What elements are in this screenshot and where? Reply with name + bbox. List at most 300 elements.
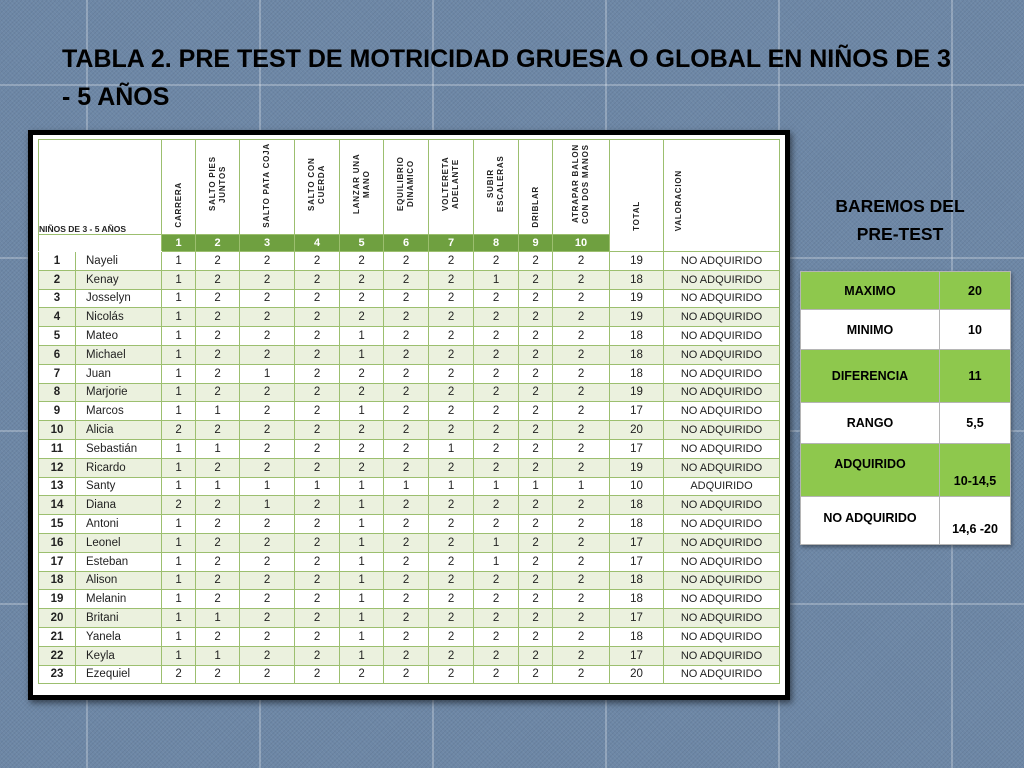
header-total bbox=[610, 140, 664, 252]
total-cell: 18 bbox=[610, 345, 664, 364]
total-cell: 19 bbox=[610, 252, 664, 271]
score-cell: 2 bbox=[384, 383, 429, 402]
score-cell: 2 bbox=[519, 421, 553, 440]
header-equilibrio-dinamico bbox=[384, 140, 429, 235]
score-cell: 2 bbox=[553, 627, 610, 646]
score-cell: 2 bbox=[429, 364, 474, 383]
total-cell: 18 bbox=[610, 364, 664, 383]
score-cell: 2 bbox=[384, 590, 429, 609]
baremos-value: 14,6 -20 bbox=[940, 497, 1011, 545]
child-name: Marjorie bbox=[76, 383, 162, 402]
score-cell: 1 bbox=[162, 270, 196, 289]
valoracion-cell: ADQUIRIDO bbox=[664, 477, 780, 496]
score-cell: 2 bbox=[295, 571, 340, 590]
child-name: Ricardo bbox=[76, 458, 162, 477]
score-cell: 2 bbox=[240, 345, 295, 364]
total-cell: 19 bbox=[610, 308, 664, 327]
score-cell: 2 bbox=[553, 364, 610, 383]
header-label: SALTO PATA COJA bbox=[262, 143, 272, 228]
score-cell: 2 bbox=[240, 609, 295, 628]
score-cell: 2 bbox=[474, 439, 519, 458]
score-cell: 2 bbox=[384, 552, 429, 571]
score-cell: 1 bbox=[162, 477, 196, 496]
header-label: VOLTERETA ADELANTE bbox=[441, 156, 461, 212]
score-cell: 1 bbox=[474, 477, 519, 496]
table-row bbox=[39, 571, 780, 590]
score-cell: 2 bbox=[474, 308, 519, 327]
score-cell: 2 bbox=[519, 609, 553, 628]
score-cell: 2 bbox=[240, 402, 295, 421]
header-voltereta-adelante bbox=[429, 140, 474, 235]
score-cell: 1 bbox=[162, 439, 196, 458]
score-cell: 2 bbox=[240, 590, 295, 609]
score-cell: 2 bbox=[474, 383, 519, 402]
score-cell: 2 bbox=[240, 515, 295, 534]
baremos-row bbox=[801, 350, 1011, 403]
valoracion-cell: NO ADQUIRIDO bbox=[664, 345, 780, 364]
baremos-row bbox=[801, 403, 1011, 444]
score-cell: 1 bbox=[196, 477, 240, 496]
score-cell: 1 bbox=[553, 477, 610, 496]
header-label: VALORACION bbox=[674, 169, 684, 231]
row-number: 23 bbox=[39, 665, 76, 684]
score-cell: 2 bbox=[519, 665, 553, 684]
child-name: Diana bbox=[76, 496, 162, 515]
row-number: 3 bbox=[39, 289, 76, 308]
table-row bbox=[39, 327, 780, 346]
score-cell: 2 bbox=[553, 552, 610, 571]
score-cell: 2 bbox=[196, 364, 240, 383]
score-cell: 1 bbox=[162, 609, 196, 628]
score-cell: 2 bbox=[429, 458, 474, 477]
score-cell: 2 bbox=[295, 590, 340, 609]
score-cell: 2 bbox=[429, 627, 474, 646]
row-number: 11 bbox=[39, 439, 76, 458]
row-number: 19 bbox=[39, 590, 76, 609]
header-label: SUBIR ESCALERAS bbox=[486, 155, 506, 213]
score-cell: 1 bbox=[162, 345, 196, 364]
score-cell: 2 bbox=[553, 496, 610, 515]
score-cell: 2 bbox=[384, 533, 429, 552]
header-valoracion bbox=[664, 140, 780, 252]
score-cell: 2 bbox=[295, 270, 340, 289]
score-cell: 2 bbox=[340, 289, 384, 308]
score-cell: 1 bbox=[162, 552, 196, 571]
score-cell: 2 bbox=[384, 515, 429, 534]
row-number: 10 bbox=[39, 421, 76, 440]
score-cell: 2 bbox=[384, 439, 429, 458]
valoracion-cell: NO ADQUIRIDO bbox=[664, 439, 780, 458]
valoracion-cell: NO ADQUIRIDO bbox=[664, 609, 780, 628]
score-cell: 2 bbox=[384, 402, 429, 421]
score-cell: 2 bbox=[196, 665, 240, 684]
score-cell: 1 bbox=[429, 439, 474, 458]
score-cell: 1 bbox=[196, 402, 240, 421]
total-cell: 18 bbox=[610, 590, 664, 609]
score-cell: 2 bbox=[295, 533, 340, 552]
child-name: Juan bbox=[76, 364, 162, 383]
score-cell: 2 bbox=[519, 383, 553, 402]
score-cell: 2 bbox=[553, 383, 610, 402]
score-cell: 2 bbox=[340, 270, 384, 289]
score-cell: 1 bbox=[162, 515, 196, 534]
score-cell: 2 bbox=[553, 289, 610, 308]
score-cell: 2 bbox=[162, 496, 196, 515]
score-cell: 2 bbox=[519, 439, 553, 458]
valoracion-cell: NO ADQUIRIDO bbox=[664, 590, 780, 609]
score-cell: 2 bbox=[429, 496, 474, 515]
score-cell: 2 bbox=[474, 646, 519, 665]
score-cell: 2 bbox=[196, 496, 240, 515]
valoracion-cell: NO ADQUIRIDO bbox=[664, 533, 780, 552]
score-cell: 2 bbox=[429, 571, 474, 590]
row-number: 7 bbox=[39, 364, 76, 383]
header-label: CARRERA bbox=[173, 182, 183, 228]
score-cell: 1 bbox=[162, 533, 196, 552]
score-cell: 2 bbox=[295, 308, 340, 327]
total-cell: 17 bbox=[610, 646, 664, 665]
score-cell: 2 bbox=[340, 665, 384, 684]
score-cell: 2 bbox=[295, 646, 340, 665]
item-number: 5 bbox=[340, 235, 384, 252]
row-number: 14 bbox=[39, 496, 76, 515]
valoracion-cell: NO ADQUIRIDO bbox=[664, 421, 780, 440]
score-cell: 2 bbox=[295, 383, 340, 402]
score-cell: 2 bbox=[295, 289, 340, 308]
score-cell: 2 bbox=[162, 421, 196, 440]
score-cell: 2 bbox=[295, 364, 340, 383]
score-cell: 2 bbox=[429, 402, 474, 421]
score-cell: 2 bbox=[295, 402, 340, 421]
score-cell: 2 bbox=[519, 571, 553, 590]
child-name: Mateo bbox=[76, 327, 162, 346]
score-cell: 2 bbox=[240, 252, 295, 271]
score-cell: 1 bbox=[340, 345, 384, 364]
score-cell: 2 bbox=[240, 627, 295, 646]
baremos-label: DIFERENCIA bbox=[801, 350, 940, 403]
table-row bbox=[39, 627, 780, 646]
item-number: 9 bbox=[519, 235, 553, 252]
score-cell: 2 bbox=[553, 590, 610, 609]
total-cell: 19 bbox=[610, 383, 664, 402]
baremos-value: 10-14,5 bbox=[940, 444, 1011, 497]
score-cell: 1 bbox=[240, 477, 295, 496]
score-cell: 2 bbox=[384, 421, 429, 440]
child-name: Nayeli bbox=[76, 252, 162, 271]
score-cell: 2 bbox=[295, 421, 340, 440]
score-cell: 2 bbox=[340, 458, 384, 477]
score-cell: 1 bbox=[162, 458, 196, 477]
score-cell: 2 bbox=[553, 402, 610, 421]
total-cell: 17 bbox=[610, 533, 664, 552]
score-cell: 2 bbox=[240, 289, 295, 308]
score-cell: 2 bbox=[429, 252, 474, 271]
table-row bbox=[39, 289, 780, 308]
table-row bbox=[39, 458, 780, 477]
score-cell: 2 bbox=[553, 515, 610, 534]
score-cell: 2 bbox=[429, 646, 474, 665]
header-label: SALTO CON CUERDA bbox=[307, 157, 327, 211]
score-cell: 2 bbox=[196, 458, 240, 477]
score-cell: 2 bbox=[295, 515, 340, 534]
score-cell: 1 bbox=[162, 627, 196, 646]
score-cell: 2 bbox=[196, 327, 240, 346]
table-row bbox=[39, 345, 780, 364]
score-cell: 1 bbox=[340, 609, 384, 628]
score-cell: 2 bbox=[519, 458, 553, 477]
score-cell: 2 bbox=[384, 364, 429, 383]
score-cell: 2 bbox=[240, 458, 295, 477]
row-number: 22 bbox=[39, 646, 76, 665]
score-cell: 1 bbox=[340, 552, 384, 571]
score-cell: 1 bbox=[162, 571, 196, 590]
header-atrapar-balon bbox=[553, 140, 610, 235]
baremos-row bbox=[801, 497, 1011, 545]
child-name: Sebastián bbox=[76, 439, 162, 458]
score-cell: 1 bbox=[340, 402, 384, 421]
score-cell: 1 bbox=[162, 289, 196, 308]
score-cell: 2 bbox=[519, 364, 553, 383]
valoracion-cell: NO ADQUIRIDO bbox=[664, 646, 780, 665]
row-number: 15 bbox=[39, 515, 76, 534]
valoracion-cell: NO ADQUIRIDO bbox=[664, 270, 780, 289]
score-cell: 2 bbox=[474, 665, 519, 684]
score-cell: 2 bbox=[553, 609, 610, 628]
score-cell: 1 bbox=[340, 496, 384, 515]
table-row bbox=[39, 477, 780, 496]
row-number: 16 bbox=[39, 533, 76, 552]
item-number: 4 bbox=[295, 235, 340, 252]
score-cell: 2 bbox=[196, 627, 240, 646]
score-cell: 2 bbox=[196, 421, 240, 440]
score-cell: 1 bbox=[162, 327, 196, 346]
score-cell: 2 bbox=[240, 665, 295, 684]
score-cell: 1 bbox=[474, 270, 519, 289]
valoracion-cell: NO ADQUIRIDO bbox=[664, 308, 780, 327]
valoracion-cell: NO ADQUIRIDO bbox=[664, 327, 780, 346]
baremos-row bbox=[801, 272, 1011, 310]
score-cell: 2 bbox=[340, 383, 384, 402]
score-cell: 2 bbox=[340, 252, 384, 271]
row-number: 6 bbox=[39, 345, 76, 364]
score-cell: 2 bbox=[474, 609, 519, 628]
header-label: LANZAR UNA MANO bbox=[351, 153, 371, 215]
score-cell: 1 bbox=[340, 515, 384, 534]
score-cell: 2 bbox=[519, 515, 553, 534]
score-cell: 2 bbox=[474, 364, 519, 383]
score-cell: 2 bbox=[384, 496, 429, 515]
score-cell: 2 bbox=[295, 552, 340, 571]
table-row bbox=[39, 270, 780, 289]
header-salto-con-cuerda bbox=[295, 140, 340, 235]
baremos-label: NO ADQUIRIDO bbox=[801, 497, 940, 545]
valoracion-cell: NO ADQUIRIDO bbox=[664, 402, 780, 421]
score-cell: 2 bbox=[196, 383, 240, 402]
row-number: 20 bbox=[39, 609, 76, 628]
total-cell: 19 bbox=[610, 289, 664, 308]
total-cell: 20 bbox=[610, 421, 664, 440]
valoracion-cell: NO ADQUIRIDO bbox=[664, 515, 780, 534]
score-cell: 1 bbox=[340, 327, 384, 346]
baremos-row bbox=[801, 310, 1011, 350]
score-cell: 2 bbox=[429, 609, 474, 628]
score-cell: 2 bbox=[295, 252, 340, 271]
total-cell: 17 bbox=[610, 402, 664, 421]
score-cell: 2 bbox=[519, 496, 553, 515]
score-cell: 2 bbox=[429, 552, 474, 571]
score-cell: 2 bbox=[474, 421, 519, 440]
score-cell: 2 bbox=[384, 270, 429, 289]
score-cell: 2 bbox=[240, 533, 295, 552]
total-cell: 18 bbox=[610, 270, 664, 289]
total-cell: 19 bbox=[610, 458, 664, 477]
header-salto-pata-coja bbox=[240, 140, 295, 235]
score-cell: 2 bbox=[196, 533, 240, 552]
score-cell: 2 bbox=[553, 308, 610, 327]
score-cell: 2 bbox=[429, 383, 474, 402]
child-name: Ezequiel bbox=[76, 665, 162, 684]
score-cell: 1 bbox=[340, 646, 384, 665]
score-cell: 2 bbox=[519, 402, 553, 421]
score-cell: 1 bbox=[240, 364, 295, 383]
score-cell: 2 bbox=[429, 533, 474, 552]
score-cell: 1 bbox=[340, 533, 384, 552]
score-cell: 2 bbox=[240, 421, 295, 440]
child-name: Leonel bbox=[76, 533, 162, 552]
row-number: 17 bbox=[39, 552, 76, 571]
table-row bbox=[39, 646, 780, 665]
baremos-title: BAREMOS DEL PRE-TEST bbox=[835, 196, 965, 244]
child-name: Keyla bbox=[76, 646, 162, 665]
row-number: 12 bbox=[39, 458, 76, 477]
score-cell: 2 bbox=[553, 252, 610, 271]
header-row bbox=[39, 140, 780, 235]
header-salto-pies-juntos bbox=[196, 140, 240, 235]
score-cell: 2 bbox=[340, 308, 384, 327]
header-label: ATRAPAR BALON CON DOS MANOS bbox=[571, 144, 591, 224]
row-number: 13 bbox=[39, 477, 76, 496]
score-cell: 1 bbox=[162, 402, 196, 421]
score-cell: 2 bbox=[519, 627, 553, 646]
row-number: 4 bbox=[39, 308, 76, 327]
score-cell: 2 bbox=[474, 402, 519, 421]
valoracion-cell: NO ADQUIRIDO bbox=[664, 458, 780, 477]
table-row bbox=[39, 590, 780, 609]
score-cell: 2 bbox=[384, 308, 429, 327]
score-cell: 2 bbox=[240, 552, 295, 571]
score-cell: 2 bbox=[474, 515, 519, 534]
score-cell: 2 bbox=[553, 646, 610, 665]
header-label: DRIBLAR bbox=[530, 186, 540, 228]
header-label: EQUILIBRIO DINAMICO bbox=[396, 156, 416, 212]
table-row bbox=[39, 439, 780, 458]
score-cell: 1 bbox=[196, 646, 240, 665]
item-number: 10 bbox=[553, 235, 610, 252]
score-cell: 2 bbox=[474, 289, 519, 308]
results-table-frame bbox=[28, 130, 790, 700]
score-cell: 2 bbox=[384, 289, 429, 308]
score-cell: 2 bbox=[240, 571, 295, 590]
score-cell: 1 bbox=[340, 590, 384, 609]
header-driblar bbox=[519, 140, 553, 235]
child-name: Alicia bbox=[76, 421, 162, 440]
baremos-table bbox=[800, 271, 1011, 545]
row-number: 8 bbox=[39, 383, 76, 402]
total-cell: 17 bbox=[610, 609, 664, 628]
score-cell: 2 bbox=[295, 627, 340, 646]
score-cell: 2 bbox=[474, 252, 519, 271]
score-cell: 2 bbox=[295, 609, 340, 628]
score-cell: 2 bbox=[162, 665, 196, 684]
baremos-value: 11 bbox=[940, 350, 1011, 403]
score-cell: 2 bbox=[519, 289, 553, 308]
baremos-label: MINIMO bbox=[801, 310, 940, 350]
score-cell: 2 bbox=[384, 345, 429, 364]
score-cell: 2 bbox=[553, 439, 610, 458]
score-cell: 2 bbox=[196, 345, 240, 364]
child-name: Britani bbox=[76, 609, 162, 628]
score-cell: 2 bbox=[429, 421, 474, 440]
header-label: SALTO PIES JUNTOS bbox=[207, 156, 227, 212]
score-cell: 2 bbox=[553, 345, 610, 364]
item-number: 3 bbox=[240, 235, 295, 252]
score-cell: 2 bbox=[340, 439, 384, 458]
header-blank-cell bbox=[39, 235, 162, 252]
score-cell: 2 bbox=[519, 308, 553, 327]
score-cell: 2 bbox=[519, 590, 553, 609]
header-lanzar-una-mano bbox=[340, 140, 384, 235]
child-name: Marcos bbox=[76, 402, 162, 421]
baremos-value: 5,5 bbox=[940, 403, 1011, 444]
score-cell: 2 bbox=[553, 421, 610, 440]
score-cell: 2 bbox=[429, 289, 474, 308]
table-row bbox=[39, 402, 780, 421]
child-name: Nicolás bbox=[76, 308, 162, 327]
baremos-value: 10 bbox=[940, 310, 1011, 350]
header-carrera bbox=[162, 140, 196, 235]
score-cell: 2 bbox=[340, 421, 384, 440]
total-cell: 18 bbox=[610, 571, 664, 590]
table-row bbox=[39, 515, 780, 534]
score-cell: 2 bbox=[196, 552, 240, 571]
score-cell: 2 bbox=[196, 289, 240, 308]
score-cell: 1 bbox=[162, 308, 196, 327]
score-cell: 2 bbox=[196, 270, 240, 289]
table-row bbox=[39, 552, 780, 571]
baremos-label: RANGO bbox=[801, 403, 940, 444]
score-cell: 2 bbox=[474, 345, 519, 364]
score-cell: 2 bbox=[196, 590, 240, 609]
child-name: Josselyn bbox=[76, 289, 162, 308]
child-name: Melanin bbox=[76, 590, 162, 609]
child-name: Michael bbox=[76, 345, 162, 364]
score-cell: 2 bbox=[384, 327, 429, 346]
table-row bbox=[39, 421, 780, 440]
table-row bbox=[39, 609, 780, 628]
item-number: 7 bbox=[429, 235, 474, 252]
score-cell: 2 bbox=[240, 327, 295, 346]
total-cell: 17 bbox=[610, 552, 664, 571]
valoracion-cell: NO ADQUIRIDO bbox=[664, 571, 780, 590]
score-cell: 2 bbox=[474, 458, 519, 477]
score-cell: 2 bbox=[240, 270, 295, 289]
child-name: Kenay bbox=[76, 270, 162, 289]
score-cell: 2 bbox=[519, 646, 553, 665]
score-cell: 2 bbox=[474, 571, 519, 590]
score-cell: 2 bbox=[340, 364, 384, 383]
table-row bbox=[39, 308, 780, 327]
score-cell: 2 bbox=[384, 627, 429, 646]
